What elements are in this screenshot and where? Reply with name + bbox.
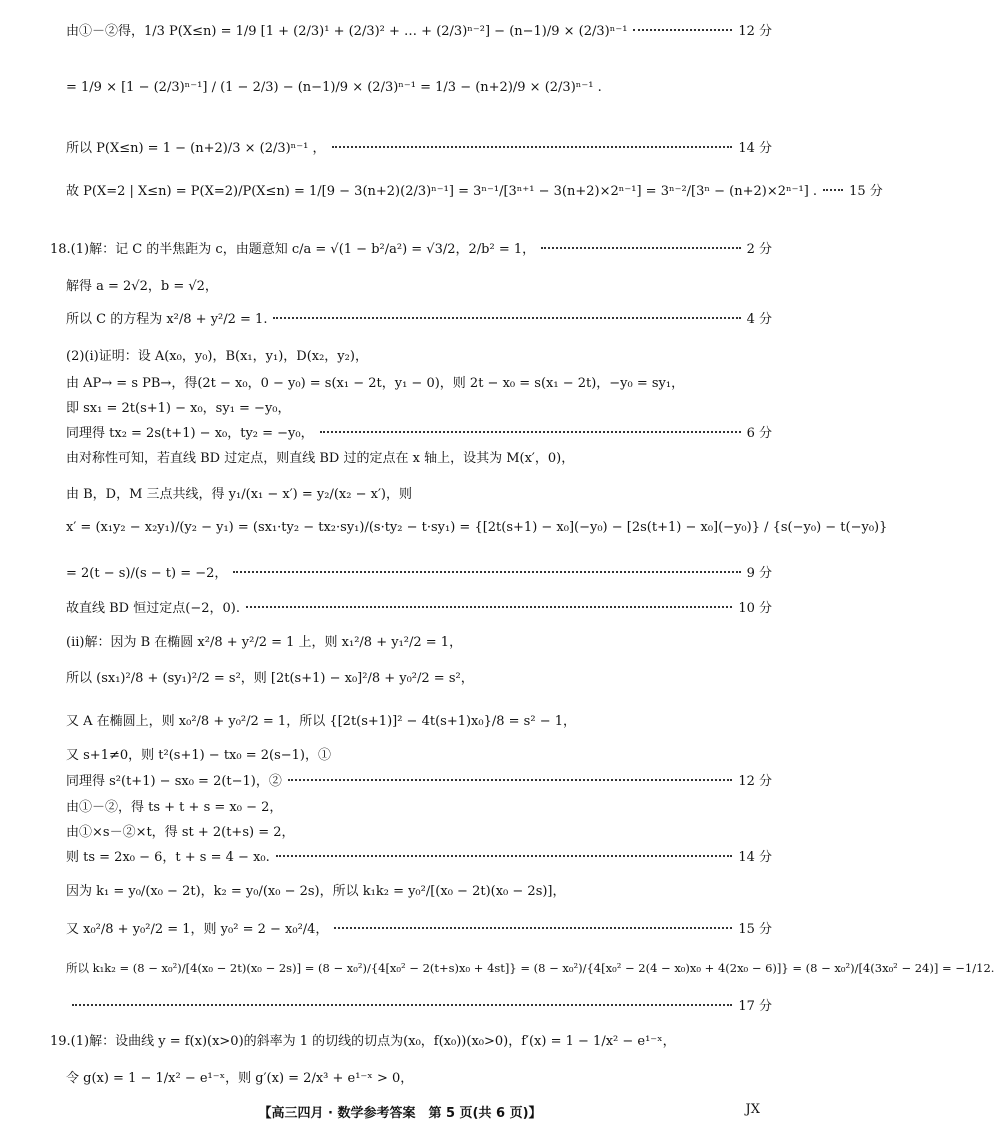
solution-line <box>66 345 772 364</box>
line-math: 所以 (sx₁)²/8 + (sy₁)²/2 = s²，则 [2t(s+1) − x₀]²/8 + y₀²/2 = s²， <box>66 671 474 686</box>
footer-title: 【高三四月 · 数学参考答案 第 5 页(共 6 页)】 <box>258 1106 542 1121</box>
line-math: 由①×s－②×t，得 st + 2(t+s) = 2， <box>66 825 295 840</box>
solution-line <box>50 238 772 257</box>
score-label: 15 分 <box>849 184 883 199</box>
line-math: 又 x₀²/8 + y₀²/2 = 1，则 y₀² = 2 − x₀²/4， <box>66 922 329 937</box>
score-label: 12 分 <box>738 774 772 789</box>
line-math: 由①－②，得 ts + t + s = x₀ − 2， <box>66 800 283 815</box>
solution-line <box>66 918 772 937</box>
leader-dots <box>246 606 732 608</box>
solution-line <box>66 520 888 535</box>
line-math: 所以 C 的方程为 x²/8 + y²/2 = 1. <box>66 312 268 327</box>
line-math: (2)(ⅰ)证明：设 A(x₀，y₀)，B(x₁，y₁)，D(x₂，y₂)， <box>66 349 368 364</box>
line-math: 因为 k₁ = y₀/(x₀ − 2t)，k₂ = y₀/(x₀ − 2s)，所以 k₁k₂ = y₀²/[(x₀ − 2t)(x₀ − 2s)]， <box>66 884 566 899</box>
solution-line <box>66 821 772 840</box>
line-math: 由对称性可知，若直线 BD 过定点，则直线 BD 过的定点在 x 轴上，设其为 M(x′，0)， <box>66 451 575 466</box>
solution-line <box>66 20 772 39</box>
line-math: = 1/9 × [1 − (2/3)ⁿ⁻¹] / (1 − 2/3) − (n−1)/9 × (2/3)ⁿ⁻¹ = 1/3 − (n+2)/9 × (2/3)ⁿ⁻¹ . <box>66 80 602 95</box>
solution-line <box>66 880 772 899</box>
solution-line <box>66 631 772 650</box>
line-math: 令 g(x) = 1 − 1/x² − e¹⁻ˣ，则 g′(x) = 2/x³ + e¹⁻ˣ > 0， <box>66 1071 414 1086</box>
score-label: 17 分 <box>738 999 772 1014</box>
line-math: = 2(t − s)/(s − t) = −2， <box>66 566 228 581</box>
line-math: x′ = (x₁y₂ − x₂y₁)/(y₂ − y₁) = (sx₁·ty₂ − tx₂·sy₁)/(s·ty₂ − t·sy₁) = {[2t(s+1) − x₀](−y₀) − [2s(t+1) − x₀](−y₀)} / {s(−y₀) − t(−y₀)} <box>66 520 888 535</box>
line-math: 所以 P(X≤n) = 1 − (n+2)/3 × (2/3)ⁿ⁻¹ ， <box>66 141 326 156</box>
solution-line <box>66 308 772 327</box>
line-math: 19.(1)解：设曲线 y = f(x)(x>0)的斜率为 1 的切线的切点为(x₀，f(x₀))(x₀>0)，f′(x) = 1 − 1/x² − e¹⁻ˣ， <box>50 1034 676 1049</box>
leader-dots <box>823 189 843 191</box>
line-math: 18.(1)解：记 C 的半焦距为 c，由题意知 c/a = √(1 − b²/a²) = √3/2，2/b² = 1， <box>50 242 536 257</box>
score-label: 15 分 <box>738 922 772 937</box>
leader-dots <box>541 247 740 249</box>
score-label: 2 分 <box>746 242 772 257</box>
solution-line <box>66 275 772 294</box>
solution-line <box>66 597 772 616</box>
line-math: 即 sx₁ = 2t(s+1) − x₀，sy₁ = −y₀， <box>66 401 291 416</box>
solution-line <box>66 744 772 763</box>
solution-line <box>66 667 772 686</box>
line-math: 由 B，D，M 三点共线，得 y₁/(x₁ − x′) = y₂/(x₂ − x′)，则 <box>66 487 412 502</box>
solution-line <box>66 180 883 199</box>
footer-code: JX <box>745 1102 760 1117</box>
score-label: 4 分 <box>746 312 772 327</box>
line-math: 又 s+1≠0，则 t²(s+1) − tx₀ = 2(s−1)，① <box>66 748 332 763</box>
line-math: 由①－②得，1/3 P(X≤n) = 1/9 [1 + (2/3)¹ + (2/3)² + … + (2/3)ⁿ⁻²] − (n−1)/9 × (2/3)ⁿ⁻¹ <box>66 24 628 39</box>
leader-dots <box>320 431 741 433</box>
line-math: 故 P(X=2 | X≤n) = P(X=2)/P(X≤n) = 1/[9 − 3(n+2)(2/3)ⁿ⁻¹] = 3ⁿ⁻¹/[3ⁿ⁺¹ − 3(n+2)×2ⁿ⁻¹] = 3ⁿ⁻²/[3ⁿ − (n+2)×2ⁿ⁻¹] . <box>66 184 818 199</box>
solution-line <box>66 447 772 466</box>
solution-line <box>66 710 772 729</box>
leader-dots <box>334 927 732 929</box>
solution-line <box>66 483 772 502</box>
leader-dots <box>72 1004 732 1006</box>
solution-line <box>66 372 772 391</box>
solution-line <box>66 137 772 156</box>
score-label: 6 分 <box>746 426 772 441</box>
solution-line <box>66 1067 772 1086</box>
score-label: 12 分 <box>738 24 772 39</box>
solution-line <box>66 995 772 1014</box>
solution-line <box>66 562 772 581</box>
leader-dots <box>633 29 732 31</box>
line-math: 又 A 在椭圆上，则 x₀²/8 + y₀²/2 = 1，所以 {[2t(s+1)]² − 4t(s+1)x₀}/8 = s² − 1， <box>66 714 576 729</box>
line-math: (ⅱ)解：因为 B 在椭圆 x²/8 + y²/2 = 1 上，则 x₁²/8 + y₁²/2 = 1， <box>66 635 463 650</box>
score-label: 9 分 <box>746 566 772 581</box>
line-math: 所以 k₁k₂ = (8 − x₀²)/[4(x₀ − 2t)(x₀ − 2s)] = (8 − x₀²)/{4[x₀² − 2(t+s)x₀ + 4st]} = (8 − x₀²)/{4[x₀² − 2(4 − x₀)x₀ + 4(2x₀ − 6)]} = (8 − x₀²)/[4(3x₀² − 24)] = −1/12. <box>66 961 994 975</box>
line-math: 则 ts = 2x₀ − 6，t + s = 4 − x₀. <box>66 850 270 865</box>
solution-line <box>66 796 772 815</box>
leader-dots <box>276 855 733 857</box>
page-footer <box>0 1102 800 1124</box>
line-math: 同理得 tx₂ = 2s(t+1) − x₀，ty₂ = −y₀， <box>66 426 314 441</box>
solution-line <box>66 960 994 976</box>
leader-dots <box>273 317 740 319</box>
solution-line <box>66 397 772 416</box>
leader-dots <box>332 146 733 148</box>
line-math: 解得 a = 2√2，b = √2， <box>66 279 218 294</box>
solution-line <box>50 1030 772 1049</box>
line-math: 故直线 BD 恒过定点(−2，0). <box>66 601 240 616</box>
solution-line <box>66 422 772 441</box>
solution-line <box>66 846 772 865</box>
solution-line <box>66 80 772 95</box>
leader-dots <box>288 779 732 781</box>
line-math: 由 AP→ = s PB→，得(2t − x₀，0 − y₀) = s(x₁ − 2t，y₁ − 0)，则 2t − x₀ = s(x₁ − 2t)，−y₀ = sy₁， <box>66 376 685 391</box>
leader-dots <box>233 571 740 573</box>
solution-line <box>66 770 772 789</box>
score-label: 10 分 <box>738 601 772 616</box>
line-math: 同理得 s²(t+1) − sx₀ = 2(t−1)，② <box>66 774 282 789</box>
score-label: 14 分 <box>738 141 772 156</box>
score-label: 14 分 <box>738 850 772 865</box>
